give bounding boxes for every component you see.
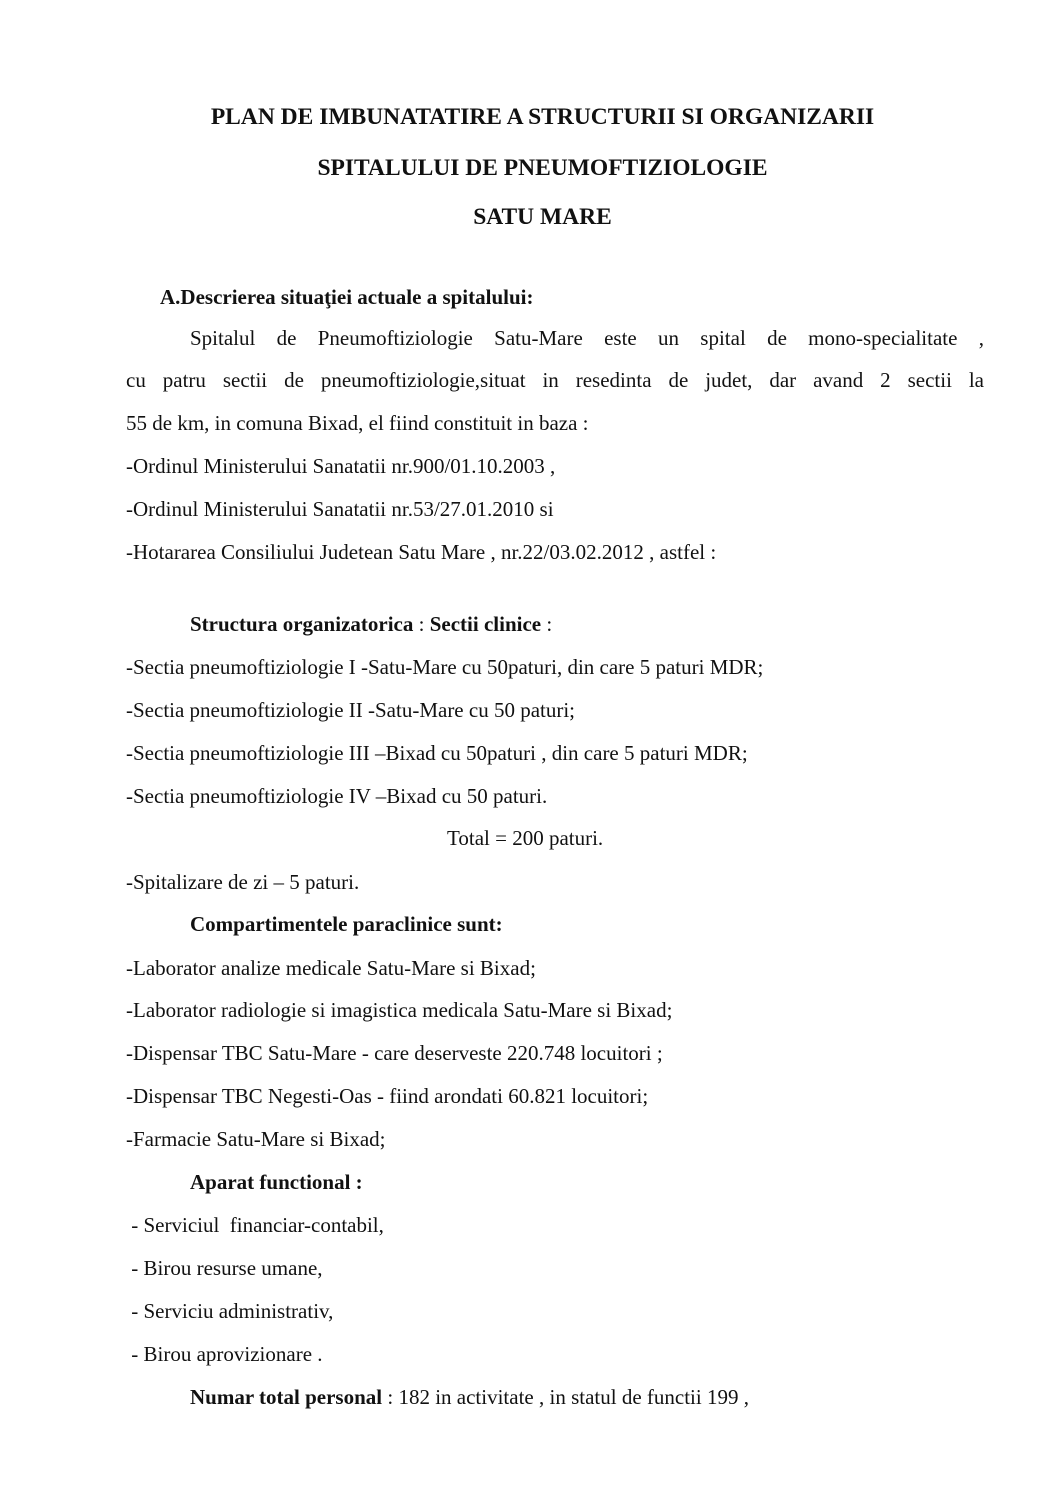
total-paturi: Total = 200 paturi. (447, 826, 604, 850)
aparat-item: - Birou resurse umane, (126, 1256, 323, 1280)
structura-tail: : (541, 612, 553, 636)
legal-basis-item: -Ordinul Ministerului Sanatatii nr.53/27.01.2010 si (126, 497, 554, 521)
legal-basis-item: -Ordinul Ministerului Sanatatii nr.900/01.10.2003 , (126, 454, 556, 478)
section-a-heading: A.Descrierea situaţiei actuale a spitalului: (160, 285, 534, 309)
paraclinice-heading: Compartimentele paraclinice sunt: (190, 912, 503, 936)
sectii-label: Sectii clinice (429, 612, 542, 636)
paraclinic-item: -Laborator radiologie si imagistica medicala Satu-Mare si Bixad; (126, 998, 673, 1022)
aparat-heading: Aparat functional : (190, 1170, 363, 1194)
sectie-item: -Sectia pneumoftiziologie I -Satu-Mare cu 50paturi, din care 5 paturi MDR; (126, 655, 764, 679)
sectie-item: -Sectia pneumoftiziologie II -Satu-Mare cu 50 paturi; (126, 698, 576, 722)
paraclinic-item: -Dispensar TBC Negesti-Oas - fiind arondati 60.821 locuitori; (126, 1084, 649, 1108)
title-line-3: SATU MARE (473, 204, 612, 230)
structura-sep: : (413, 612, 430, 636)
aparat-item: - Birou aprovizionare . (126, 1342, 323, 1366)
title-line-2: SPITALULUI DE PNEUMOFTIZIOLOGIE (317, 155, 768, 181)
sectie-item: -Sectia pneumoftiziologie IV –Bixad cu 50 paturi. (126, 784, 548, 808)
title-line-1: PLAN DE IMBUNATATIRE A STRUCTURII SI ORGANIZARII (210, 104, 875, 130)
paraclinic-item: -Laborator analize medicale Satu-Mare si Bixad; (126, 956, 536, 980)
paragraph-line-2: cu patru sectii de pneumoftiziologie,situat in resedinta de judet, dar avand 2 sectii la (126, 368, 984, 392)
spitalizare-zi: -Spitalizare de zi – 5 paturi. (126, 870, 360, 894)
structura-heading (190, 612, 552, 637)
personal-line (190, 1385, 749, 1410)
structura-label: Structura organizatorica (190, 612, 414, 636)
paragraph-line-1: Spitalul de Pneumoftiziologie Satu-Mare este un spital de mono-specialitate , (190, 326, 984, 350)
aparat-item: - Serviciul financiar-contabil, (126, 1213, 384, 1237)
paragraph-line-3: 55 de km, in comuna Bixad, el fiind constituit in baza : (126, 411, 589, 435)
aparat-item: - Serviciu administrativ, (126, 1299, 334, 1323)
legal-basis-item: -Hotararea Consiliului Judetean Satu Mare , nr.22/03.02.2012 , astfel : (126, 540, 717, 564)
personal-label: Numar total personal (190, 1385, 383, 1409)
sectie-item: -Sectia pneumoftiziologie III –Bixad cu 50paturi , din care 5 paturi MDR; (126, 741, 748, 765)
paraclinic-item: -Dispensar TBC Satu-Mare - care deserveste 220.748 locuitori ; (126, 1041, 663, 1065)
paraclinic-item: -Farmacie Satu-Mare si Bixad; (126, 1127, 386, 1151)
personal-text: : 182 in activitate , in statul de functii 199 , (382, 1385, 749, 1409)
